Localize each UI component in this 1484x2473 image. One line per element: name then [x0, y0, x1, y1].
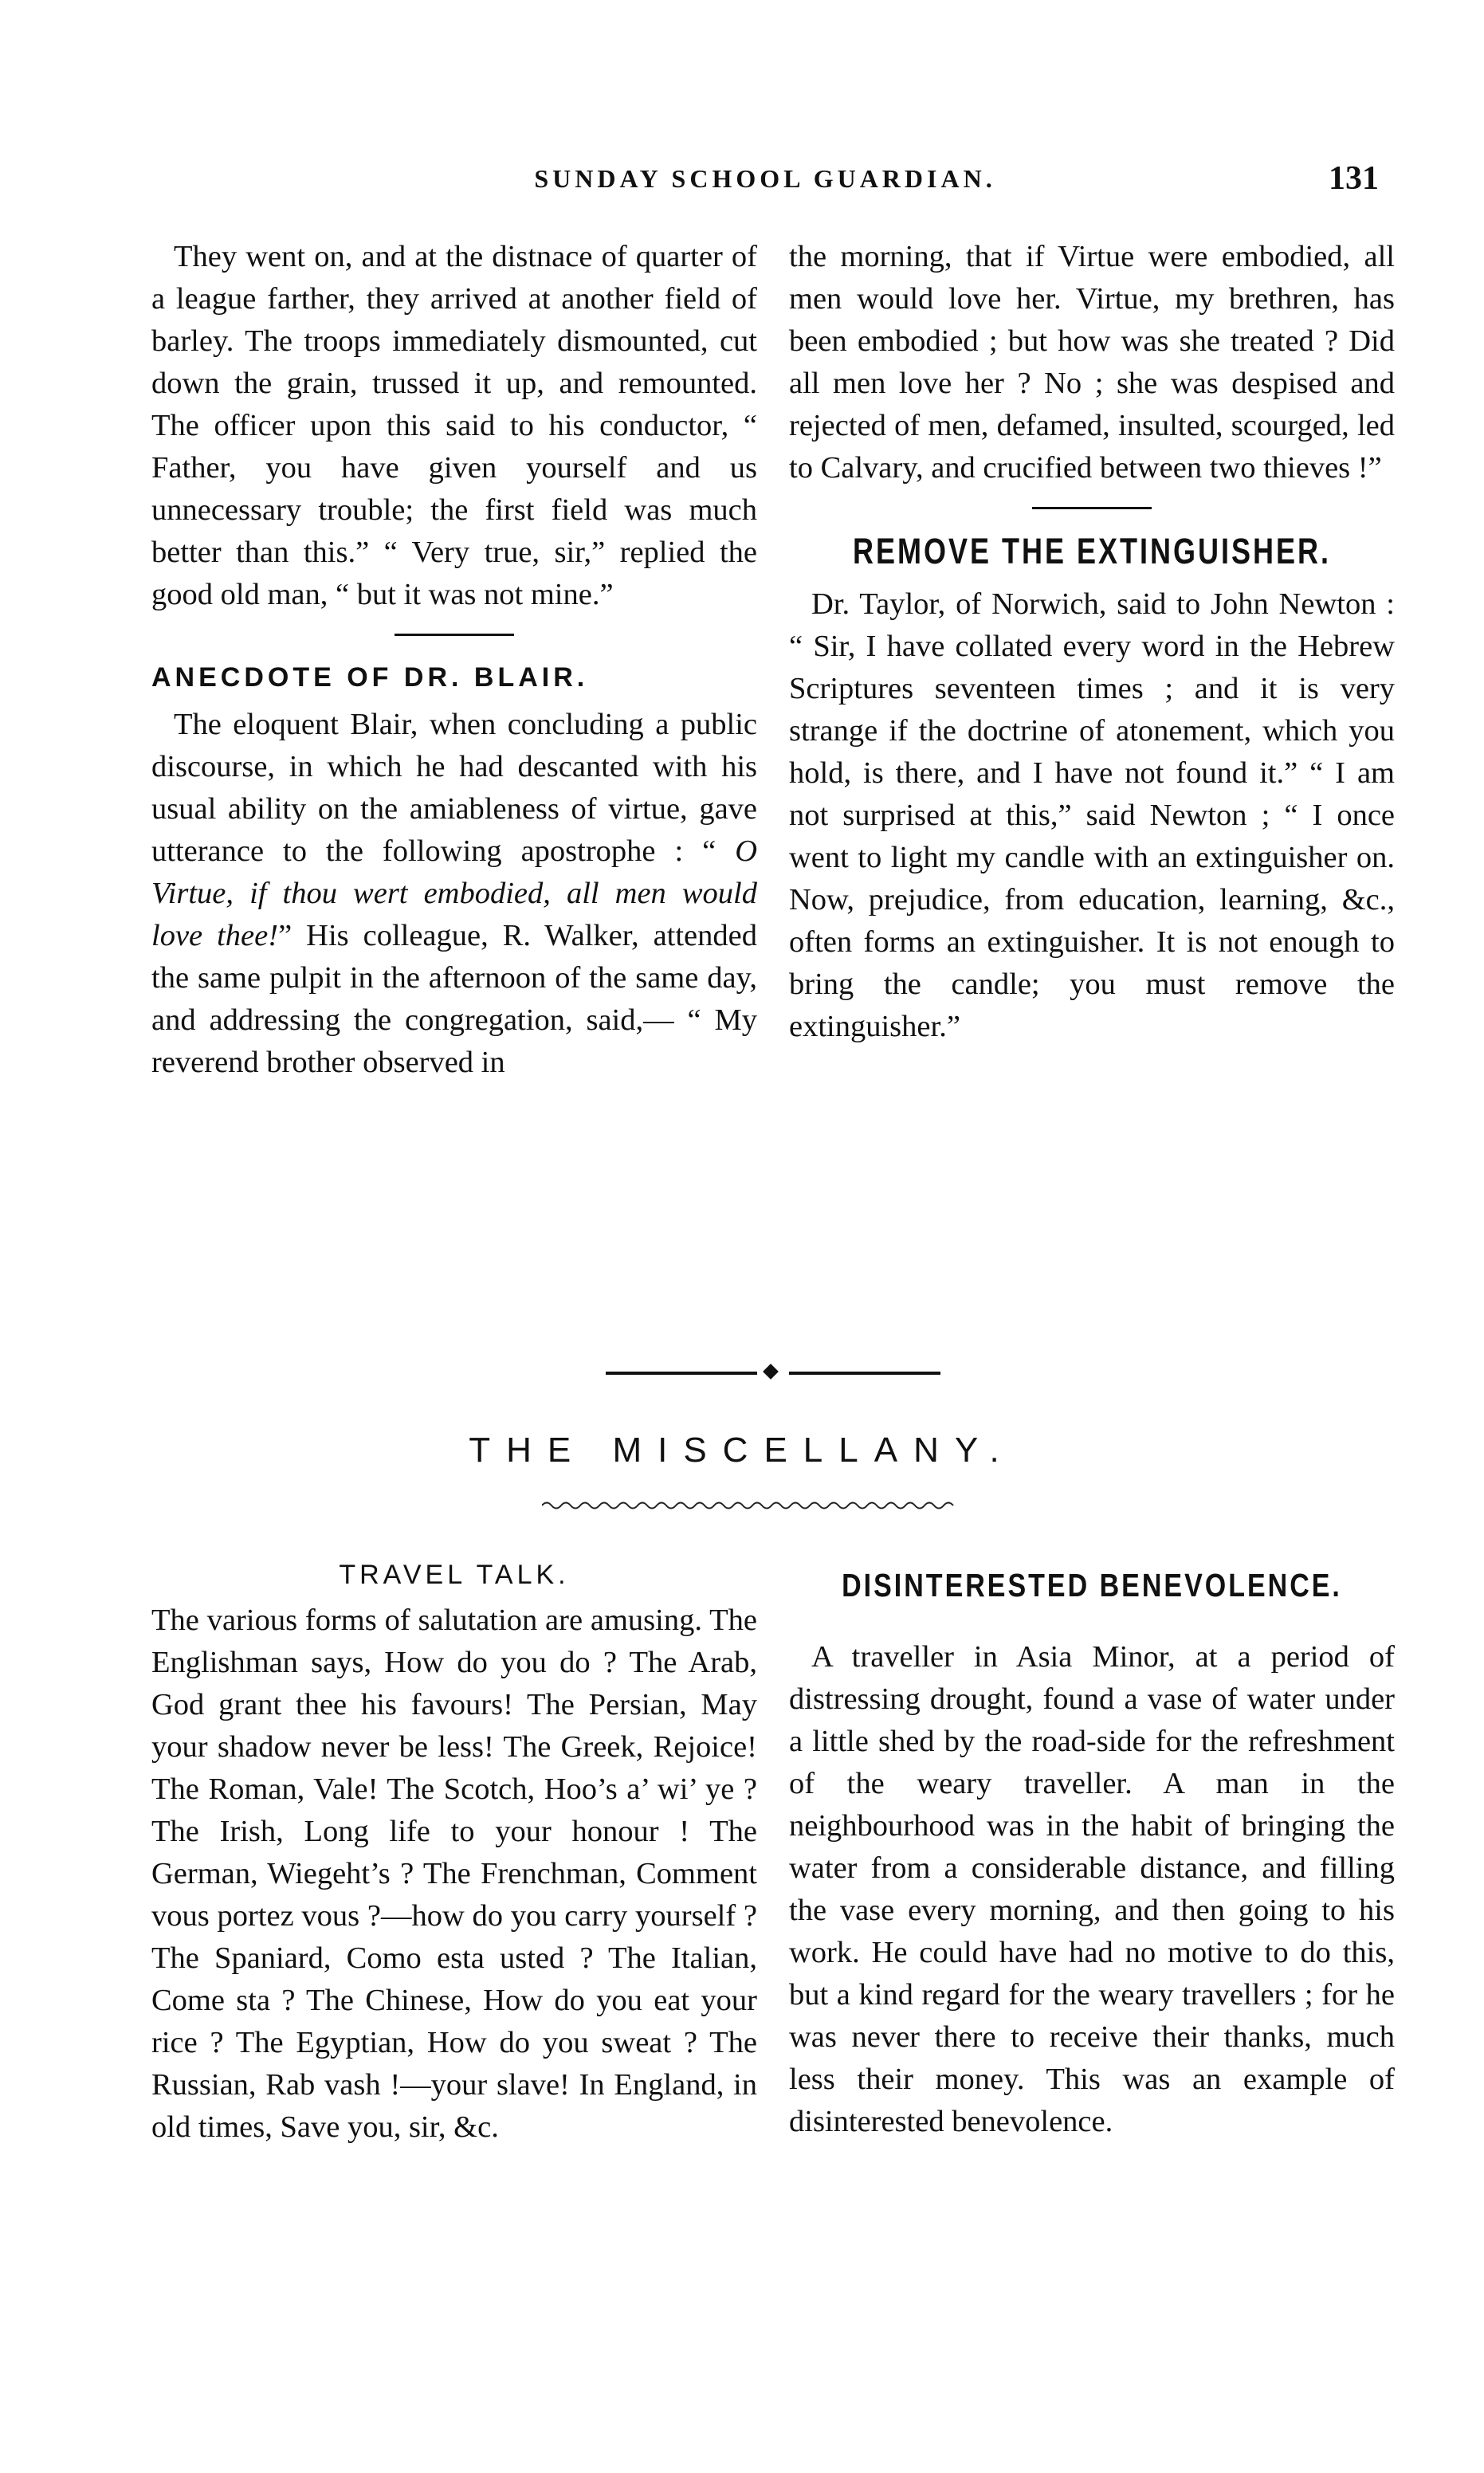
extinguisher-paragraph: Dr. Taylor, of Norwich, said to John Newton : “ Sir, I have collated every word in the Hebrew Scriptures seventeen times ; and it is very strange if the doctrine of atonement, which you hold, is there, and I have not found it.” “ I am not surprised at this,” said Newton ; “ I once went to light my candle with an extinguisher on. Now, prejudice, from education, learning, &c., often forms an extinguisher. It is not enough to bring the candle; you must remove the extinguisher.”	[789, 587, 1395, 1043]
miscellany-title: THE MISCELLANY.	[469, 1431, 1015, 1470]
running-head	[151, 160, 1379, 204]
blair-continuation-paragraph: the morning, that if Virtue were embodied, all men would love her. Virtue, my brethren, has been embodied ; but how was she treated ? Did all men love her ? No ; she was despised and rejected of men, defamed, insulted, scourged, led to Calvary, and crucified between two thieves !”	[789, 240, 1395, 485]
column-top-left	[151, 236, 757, 1084]
wavy-rule	[542, 1498, 956, 1513]
blair-heading: ANECDOTE OF DR. BLAIR.	[151, 662, 589, 693]
blair-paragraph-start: The eloquent Blair, when concluding a public discourse, in which he had descanted with his usual ability on the amiableness of virtue, gave utterance to the following apostrophe : “	[151, 708, 757, 868]
ornament-line-right	[789, 1372, 940, 1375]
blair-paragraph	[151, 704, 757, 1084]
section-divider	[395, 634, 514, 636]
page-number: 131	[1329, 160, 1379, 197]
travel-paragraph: The various forms of salutation are amusing. The Englishman says, How do you do ? The Arab, God grant thee his favours! The Persian, May your shadow never be less! The Greek, Rejoice! The Roman, Vale! The Scotch, Hoo’s a’ wi’ ye ? The Irish, Long life to your honour ! The German, Wiegeht’s ? The Frenchman, Comment vous portez vous ?—how do you carry yourself ? The Spaniard, Como esta usted ? The Italian, Come sta ? The Chinese, How do you eat your rice ? The Egyptian, How do you sweat ? The Russian, Rab vash !—your slave! In England, in old times, Save you, sir, &c.	[151, 1604, 757, 2144]
story-continuation-paragraph: They went on, and at the distnace of quarter of a league farther, they arrived at another field of barley. The troops immediately dismounted, cut down the grain, trussed it up, and remounted. The officer upon this said to his conductor, “ Father, you have given yourself and us unnecessary trouble; the first field was much better than this.” “ Very true, sir,” replied the good old man, “ but it was not mine.”	[151, 240, 757, 611]
running-title: SUNDAY SCHOOL GUARDIAN.	[534, 164, 996, 193]
column-top-right	[789, 236, 1395, 1048]
section-divider	[1032, 507, 1152, 509]
ornament-divider	[606, 1364, 940, 1380]
ornament-line-left	[606, 1372, 757, 1375]
blair-paragraph-rest: ” His colleague, R. Walker, attended the same pulpit in the afternoon of the same day, and addressing the congregation, said,— “ My reverend brother observed in	[151, 919, 757, 1079]
benevolence-paragraph: A traveller in Asia Minor, at a period of distressing drought, found a vase of water under a little shed by the road-side for the refreshment of the weary traveller. A man in the neighbourhood was in the habit of bringing the water from a considerable distance, and filling the vase every morning, and then going to his work. He could have had no motive to do this, but a kind regard for the weary travellers ; for he was never there to receive their thanks, much less their money. This was an example of disinterested benevolence.	[789, 1640, 1395, 2138]
column-bottom-left	[151, 1554, 757, 2149]
benevolence-heading: DISINTERESTED BENEVOLENCE.	[842, 1568, 1342, 1604]
ornament-diamond	[763, 1364, 779, 1380]
column-bottom-right	[789, 1554, 1395, 2143]
extinguisher-heading: REMOVE THE EXTINGUISHER.	[852, 530, 1332, 572]
travel-heading: TRAVEL TALK.	[339, 1560, 570, 1590]
blair-apostrophe: O Virtue, if thou wert embodied, all men would love thee!	[151, 834, 757, 952]
